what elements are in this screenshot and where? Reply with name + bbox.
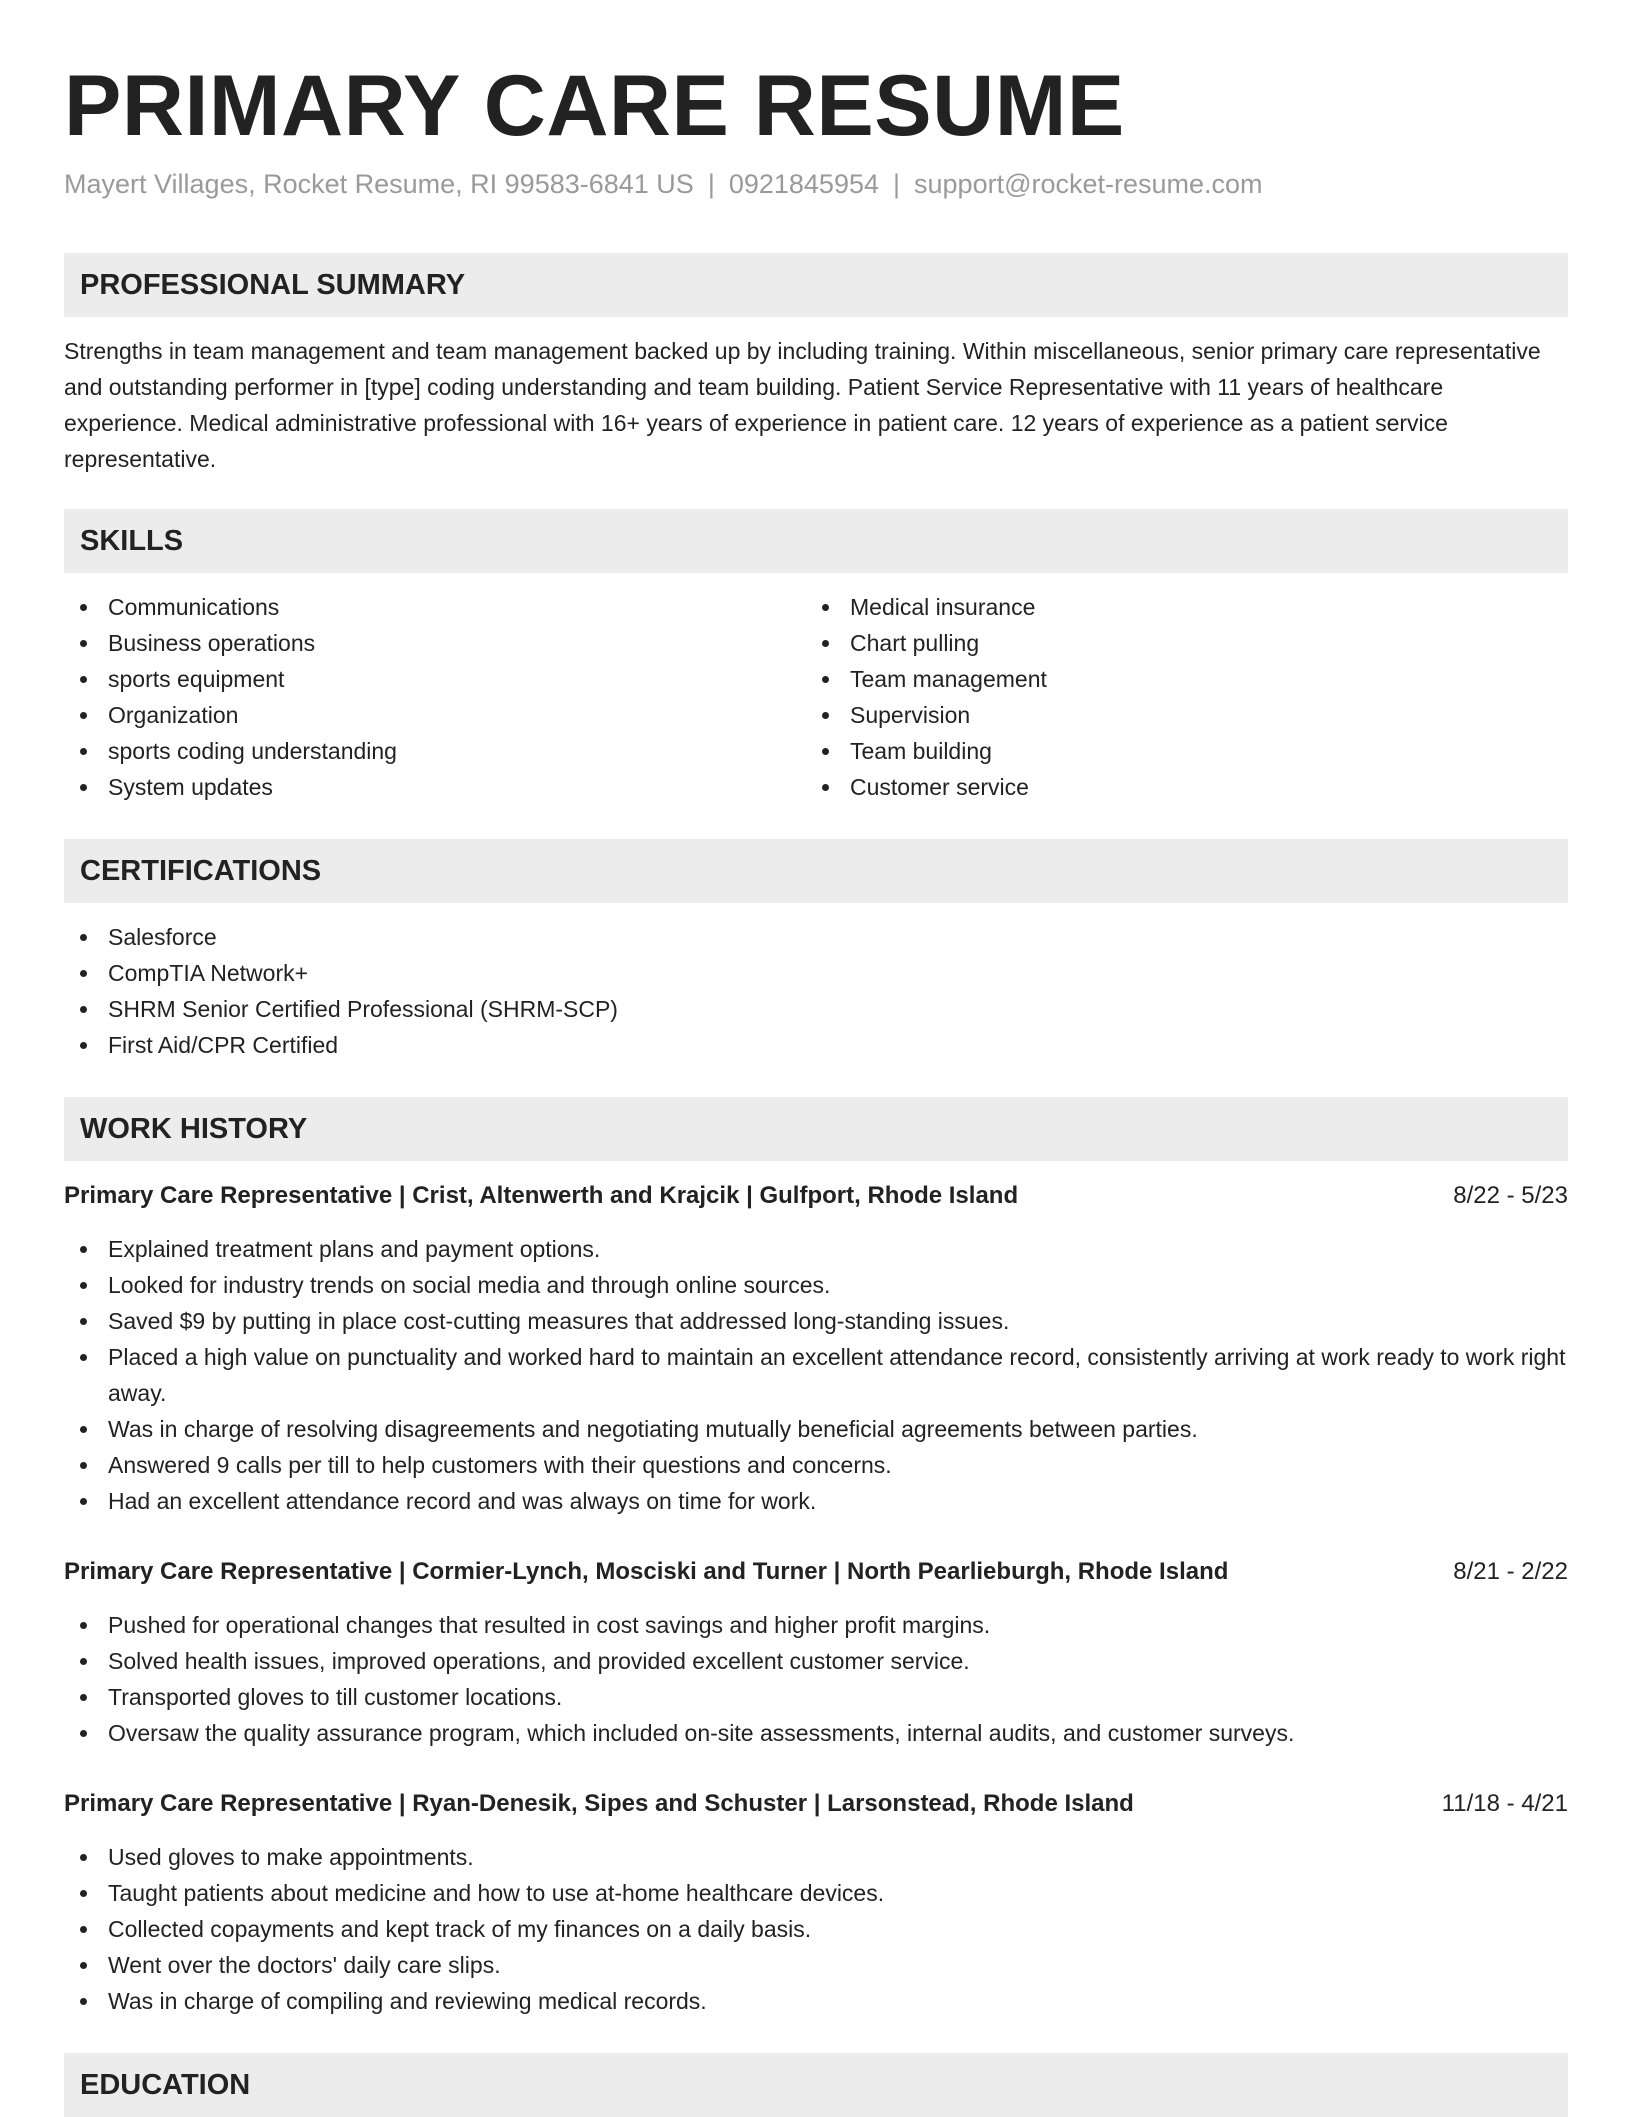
job-bullet: Solved health issues, improved operations, and provided excellent customer service. [64, 1643, 1568, 1679]
skill-item: Team management [806, 661, 1546, 697]
section-title: CERTIFICATIONS [80, 855, 322, 887]
job-bullet: Went over the doctors' daily care slips. [64, 1947, 1568, 1983]
contact-separator: | [893, 169, 901, 199]
job-bullets [64, 1839, 1568, 2019]
section-header-education [64, 2053, 1568, 2117]
certification-item: CompTIA Network+ [64, 955, 1568, 991]
certification-item: First Aid/CPR Certified [64, 1027, 1568, 1063]
skill-item: sports equipment [64, 661, 804, 697]
job-bullet: Was in charge of compiling and reviewing medical records. [64, 1983, 1568, 2019]
contact-email[interactable]: support@rocket-resume.com [914, 169, 1263, 199]
section-title: PROFESSIONAL SUMMARY [80, 269, 466, 301]
job-bullets [64, 1607, 1568, 1751]
job-bullet: Collected copayments and kept track of my finances on a daily basis. [64, 1911, 1568, 1947]
skills-list-left [64, 589, 804, 805]
section-title: EDUCATION [80, 2069, 251, 2101]
job-bullet: Transported gloves to till customer locations. [64, 1679, 1568, 1715]
job-bullet: Pushed for operational changes that resulted in cost savings and higher profit margins. [64, 1607, 1568, 1643]
certification-item: Salesforce [64, 919, 1568, 955]
job-bullet: Used gloves to make appointments. [64, 1839, 1568, 1875]
skill-item: Customer service [806, 769, 1546, 805]
job-bullet: Had an excellent attendance record and was always on time for work. [64, 1483, 1568, 1519]
job-bullets [64, 1231, 1568, 1519]
section-title: SKILLS [80, 525, 184, 557]
skill-item: System updates [64, 769, 804, 805]
contact-line [64, 166, 1263, 202]
skill-item: Organization [64, 697, 804, 733]
skill-item: Communications [64, 589, 804, 625]
skill-item: Team building [806, 733, 1546, 769]
skill-item: Business operations [64, 625, 804, 661]
job-bullet: Explained treatment plans and payment options. [64, 1231, 1568, 1267]
job-bullet: Was in charge of resolving disagreements and negotiating mutually beneficial agreements between parties. [64, 1411, 1568, 1447]
contact-address: Mayert Villages, Rocket Resume, RI 99583-6841 US [64, 169, 694, 199]
job-bullet: Answered 9 calls per till to help customers with their questions and concerns. [64, 1447, 1568, 1483]
certifications-list [64, 919, 1568, 1063]
section-title: WORK HISTORY [80, 1113, 308, 1145]
contact-phone: 0921845954 [728, 169, 879, 199]
certification-item: SHRM Senior Certified Professional (SHRM-SCP) [64, 991, 1568, 1027]
skill-item: Chart pulling [806, 625, 1546, 661]
skill-item: Medical insurance [806, 589, 1546, 625]
job-title: Primary Care Representative | Crist, Altenwerth and Krajcik | Gulfport, Rhode Island [64, 1182, 1019, 1209]
section-header-certifications [64, 839, 1568, 903]
job-dates: 11/18 - 4/21 [1441, 1790, 1568, 1817]
job-bullet: Oversaw the quality assurance program, which included on-site assessments, internal audits, and customer surveys. [64, 1715, 1568, 1751]
section-header-summary [64, 253, 1568, 317]
job-title: Primary Care Representative | Cormier-Lynch, Mosciski and Turner | North Pearlieburgh, Rhode Island [64, 1558, 1229, 1585]
skills-list-right [806, 589, 1546, 805]
job-bullet: Looked for industry trends on social media and through online sources. [64, 1267, 1568, 1303]
job-dates: 8/21 - 2/22 [1453, 1558, 1568, 1585]
job-bullet: Saved $9 by putting in place cost-cutting measures that addressed long-standing issues. [64, 1303, 1568, 1339]
summary-text: Strengths in team management and team management backed up by including training. Within miscellaneous, senior primary care representative and outstanding performer in [type] coding understanding and team building. Patient Service Representative with 11 years of healthcare experience. Medical administrative professional with 16+ years of experience in patient care. 12 years of experience as a patient service representative. [64, 338, 1541, 472]
section-header-work-history [64, 1097, 1568, 1161]
section-header-skills [64, 509, 1568, 573]
skill-item: sports coding understanding [64, 733, 804, 769]
job-bullet: Placed a high value on punctuality and worked hard to maintain an excellent attendance record, consistently arriving at work ready to work right away. [64, 1339, 1568, 1411]
job-dates: 8/22 - 5/23 [1453, 1182, 1568, 1209]
job-title: Primary Care Representative | Ryan-Denesik, Sipes and Schuster | Larsonstead, Rhode Island [64, 1790, 1134, 1817]
contact-separator: | [707, 169, 715, 199]
resume-title: PRIMARY CARE RESUME [64, 58, 1125, 154]
job-bullet: Taught patients about medicine and how to use at-home healthcare devices. [64, 1875, 1568, 1911]
skill-item: Supervision [806, 697, 1546, 733]
